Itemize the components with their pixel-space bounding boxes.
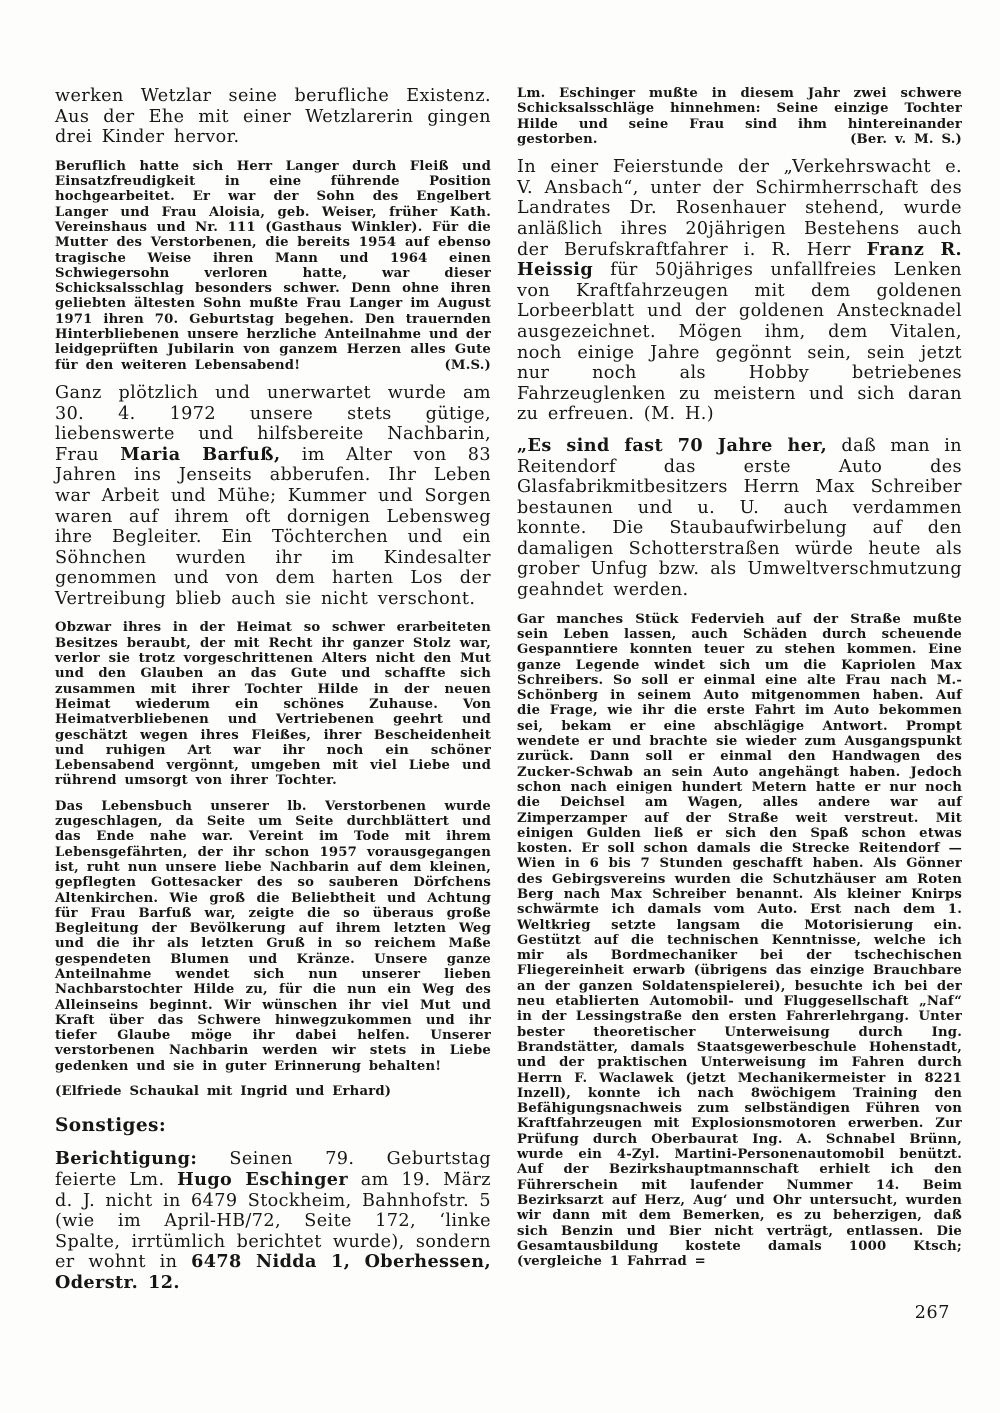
paragraph <box>55 620 491 788</box>
left-column <box>55 86 491 1305</box>
text-run: Maria Barfuß, <box>120 443 281 465</box>
paragraph <box>55 799 491 1074</box>
paragraph <box>55 159 491 373</box>
paragraph <box>55 383 491 610</box>
paragraph <box>55 1084 491 1099</box>
paragraph <box>517 86 962 147</box>
paragraph <box>517 157 962 425</box>
text-run: werken Wetzlar seine berufliche Existenz. Aus der Ehe mit einer Wetzlarerin gingen drei Kinder hervor. <box>55 86 491 148</box>
text-run: Das Lebensbuch unserer lb. Verstorbenen wurde zugeschlagen, da Seite um Seite durchblättert und das Ende nahe war. Vereint im Tode mit ihrem Lebensgefährten, der ihr schon 1957 vorausgegangen ist, ruht nun unsere liebe Nachbarin auf dem kleinen, gepflegten Gottesacker des so sauberen Dörfchens Altenkirchen. Wie groß die Beliebtheit und Achtung für Frau Barfuß war, zeigte die so überaus große Begleitung der Bevölkerung auf ihrem letzten Weg und die ihr als letzten Gruß in so reichem Maße gespendeten Blumen und Kränze. Unsere ganze Anteilnahme wendet sich nun unserer lieben Nachbarstochter Hilde zu, für die nun ein Weg des Alleinseins beginnt. Wir wünschen ihr viel Mut und Kraft über das Schwere hinwegzukommen und ihr tiefer Glaube möge ihr dabei helfen. Unserer verstorbenen Nachbarin werden wir stets in Liebe gedenken und sie in guter Erinnerung behalten! <box>55 798 491 1074</box>
attribution: (Ber. v. M. S.) <box>850 131 962 147</box>
text-run: Gar manches Stück Federvieh auf der Straße mußte sein Leben lassen, auch Schäden durch scheuende Gespanntiere konnten teuer zu stehen kommen. Eine ganze Legende windet sich um die Kapriolen Max Schreibers. So soll er einmal eine alte Frau nach M.-Schönberg in seinem Auto mitgenommen haben. Auf die Frage, wie ihr die erste Fahrt im Auto bekommen sei, bekam er eine abschlägige Antwort. Prompt wendete er und brachte sie wieder zum Ausgangspunkt zurück. Dann soll er einmal den Handwagen des Zucker-Schwab an sein Auto angehängt haben. Jedoch schon nach einigen hundert Metern hatte er nur noch die Deichsel am Wagen, alles andere war auf Zimperzamper auf der Straße weit verstreut. Mit einigen Gulden ließ er sich den Spaß schon etwas kosten. Er soll schon damals die Strecke Reitendorf — Wien in 6 bis 7 Stunden geschafft haben. Als Gönner des Gebirgsvereins wurden die Schutzhäuser am Roten Berg nach Max Schreiber benannt. Als kleiner Knirps schwärmte ich damals vom Auto. Erst nach dem 1. Weltkrieg setzte langsam die Motorisierung ein. Gestützt auf die technischen Kenntnisse, welche ich mir als Bordmechaniker bei der tschechischen Fliegereinheit erwarb (übrigens das einzige Brauchbare an der ganzen Soldatenspielerei), besuchte ich bei der neu etablierten Automobil- und Fluggesellschaft „Naf“ in der Lessingstraße den ersten Fahrerlehrgang. Unter bester theoretischer Unterweisung durch Ing. Brandstätter, damals Staatsgewerbeschule Hohenstadt, und der praktischen Unterweisung im Fahren durch Herrn F. Waclawek (jetzt Mechanikermeister in 8221 Inzell), konnte ich nach 8wöchigem Training den Befähigungsnachweis zum selbständigen Führen von Kraftfahrzeugen mit Explosionsmotoren erwerben. Zur Prüfung durch Oberbaurat Ing. A. Schnabel Brünn, wurde ein 4-Zyl. Martini-Personenautomobil benützt. Auf der Bezirkshauptmannschaft erhielt ich den Führerschein mit laufender Nummer 14. Beim Bezirksarzt auf Herz, Aug‘ und Ohr untersucht, wurden wir dann mit dem Bemerken, es zu beherzigen, daß sich Benzin und Bier nicht verträgt, entlassen. Die Gesamtausbildung kostete damals 1000 Ktsch; (vergleiche 1 Fahrrad = <box>517 611 962 1270</box>
paragraph <box>55 1149 491 1293</box>
two-column-layout <box>55 86 962 1323</box>
text-run: Hugo Eschinger <box>177 1168 349 1190</box>
text-run: Sonstiges: <box>55 1115 167 1137</box>
text-run: am 19. März d. J. nicht in 6479 Stockheim, Bahnhofstr. 5 (wie im April-HB/72, Seite 172, ‘linke Spalte, irrtümlich berichtet wurde), sondern er wohnt in <box>55 1169 491 1273</box>
paragraph <box>517 612 962 1270</box>
text-run: im Alter von 83 Jahren ins Jenseits abberufen. Ihr Leben war Arbeit und Mühe; Kummer und Sorgen waren auf ihrem oft dornigen Lebensweg ihre Begleiter. Ein Töchterchen und ein Söhnchen wurden ihr im Kindesalter genommen und von dem harten Los der Vertreibung blieb auch sie nicht verschont. <box>55 444 491 609</box>
right-column <box>517 86 962 1323</box>
paragraph <box>517 436 962 601</box>
text-run: Lm. Eschinger mußte in diesem Jahr zwei schwere Schicksalsschläge hinnehmen: Seine einzige Tochter Hilde und seine Frau sind ihm hintereinander gestorben. <box>517 86 962 147</box>
page-number: 267 <box>914 1303 950 1324</box>
text-run: Obzwar ihres in der Heimat so schwer erarbeiteten Besitzes beraubt, der mit Recht ihr ganzer Stolz war, verlor sie trotz vorgeschrittenen Alters nicht den Mut und den Glauben an das Gute und schaffte sich zusammen mit ihrer Tochter Hilde in der neuen Heimat wiederum ein schönes Zuhause. Von Heimatverbliebenen und Vertriebenen geehrt und geschätzt wegen ihres Fleißes, ihrer Bescheidenheit und ruhigen Art war ihr noch ein schöner Lebensabend vergönnt, umgeben mit viel Liebe und rührend umsorgt von ihrer Tochter. <box>55 620 491 789</box>
text-run: 6478 Nidda 1, Oberhessen, Oderstr. 12. <box>55 1251 491 1293</box>
text-run: Berichtigung: <box>55 1148 198 1170</box>
paragraph <box>55 86 491 148</box>
text-run: „Es sind fast 70 Jahre her, <box>517 434 828 456</box>
section-heading <box>55 1115 491 1137</box>
text-run: Seinen 79. Geburtstag feierte Lm. <box>55 1149 491 1190</box>
text-run: daß man in Reitendorf das erste Auto des Glasfabrikmitbesitzers Herrn Max Schreiber bestaunen und u. U. auch verdammen konnte. Die Staubaufwirbelung auf den damaligen Schotterstraßen würde heute als grober Unfug bzw. als Umweltverschmutzung geahndet werden. <box>517 435 962 601</box>
attribution: (M.S.) <box>444 357 491 373</box>
text-run: Franz R. Heissig <box>517 238 962 281</box>
text-run: für 50jähriges unfallfreies Lenken von Kraftfahrzeugen mit dem goldenen Lorbeerblatt und der goldenen Anstecknadel ausgezeichnet. Mögen ihm, dem Vitalen, noch einige Jahre gegönnt sein, sein jetzt nur noch als Hobby betriebenes Fahrzeuglenken zu meistern und sich daran zu erfreuen. (M. H.) <box>517 260 962 425</box>
text-run: Ganz plötzlich und unerwartet wurde am 30. 4. 1972 unsere stets gütige, liebenswerte und hilfsbereite Nachbarin, Frau <box>55 382 491 465</box>
text-run: Beruflich hatte sich Herr Langer durch Fleiß und Einsatzfreudigkeit in eine führende Position hochgearbeitet. Er war der Sohn des Engelbert Langer und Frau Aloisia, geb. Weiser, früher Kath. Vereinshaus und Nr. 111 (Gasthaus Winkler). Für die Mutter des Verstorbenen, die bereits 1954 auf ebenso tragische Weise ihren Mann und 1964 einen Schwiegersohn verloren hatte, war dieser Schicksalsschlag besonders schwer. Denn ohne ihren geliebten ältesten Sohn mußte Frau Langer im August 1971 ihren 70. Geburtstag begehen. Den trauernden Hinterbliebenen unsere herzliche Anteilnahme und der leidgeprüften Jubilarin von ganzem Herzen alles Gute für den weiteren Lebensabend! <box>55 158 491 373</box>
text-run: In einer Feierstunde der „Verkehrswacht e. V. Ansbach“, unter der Schirmherrschaft des Landrates Dr. Rosenhauer stehend, wurde anläßlich ihres 20jährigen Bestehens auch der Berufskraftfahrer i. R. Herr <box>517 157 962 260</box>
right-column-text <box>517 86 962 1269</box>
text-run: (Elfriede Schaukal mit Ingrid und Erhard) <box>55 1084 392 1100</box>
